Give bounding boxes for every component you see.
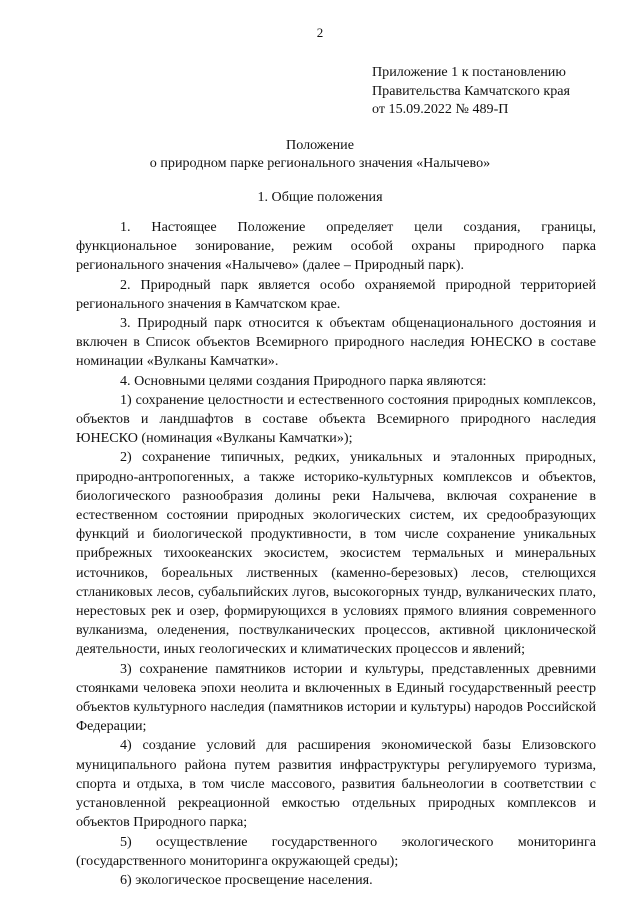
list-item-3: 3) сохранение памятников истории и культуры, представленных древними стоянками человека эпохи неолита и включенных в Единый государственный реестр объектов культурного наследия (памятников истории и культуры) народов Российской Федерации; [76, 660, 596, 735]
page-number: 2 [316, 25, 324, 40]
list-item-6: 6) экологическое просвещение населения. [120, 871, 373, 888]
title-line-2: о природном парке регионального значения «Налычево» [149, 155, 491, 171]
document-body [76, 218, 596, 890]
paragraph-4: 4. Основными целями создания Природного парка являются: [120, 372, 487, 389]
list-item-4: 4) создание условий для расширения экономической базы Елизовского муниципального района путем развития инфраструктуры регулируемого туризма, спорта и отдыха, в том числе массового, развития бальнеологии в соответствии с установленной рекреационной емкостью отдельных природных комплексов и объектов Природного парка; [76, 737, 596, 831]
appendix-line-2: Правительства Камчатского края [372, 82, 570, 99]
appendix-line-3: от 15.09.2022 № 489-П [372, 101, 509, 117]
list-item-1: 1) сохранение целостности и естественного состояния природных комплексов, объектов и ландшафтов в составе объекта Всемирного природного наследия ЮНЕСКО (номинация «Вулканы Камчатки»); [76, 391, 596, 447]
list-item-2: 2) сохранение типичных, редких, уникальных и эталонных природных, природно-антропогенных, а также историко-культурных комплексов и объектов, биологического разнообразия долины реки Налычева, включая сохранение в естественном состоянии природных экологических систем, их средообразующих функций и биологической продуктивности, в том числе сохранение уникальных прибрежных тихоокеанских экосистем, экосистем термальных и минеральных источников, бореальных лиственных (каменно-березовых) лесов, стелющихся стланиковых лесов, субальпийских лугов, высокогорных тундр, вулканических плато, нерестовых рек и озер, формирующихся в условиях прямого влияния современного вулканизма, оледенения, поствулканических процессов, активной циклонической деятельности, иных геологических и климатических процессов и явлений; [76, 449, 596, 658]
appendix-line-1: Приложение 1 к постановлению [372, 64, 566, 80]
paragraph-2: 2. Природный парк является особо охраняемой природной территорией регионального значения в Камчатском крае. [76, 276, 596, 312]
title-line-1: Положение [286, 137, 354, 153]
paragraph-1: 1. Настоящее Положение определяет цели создания, границы, функциональное зонирование, режим особой охраны природного парка регионального значения «Налычево» (далее – Природный парк). [76, 219, 596, 274]
list-item-5: 5) осуществление государственного экологического мониторинга (государственного мониторинга окружающей среды); [76, 833, 596, 869]
appendix-note [372, 63, 570, 119]
document-title [0, 136, 640, 172]
section-heading: 1. Общие положения [257, 189, 383, 205]
paragraph-3: 3. Природный парк относится к объектам общенационального достояния и включен в Список объектов Всемирного природного наследия ЮНЕСКО в составе номинации «Вулканы Камчатки». [76, 315, 596, 370]
